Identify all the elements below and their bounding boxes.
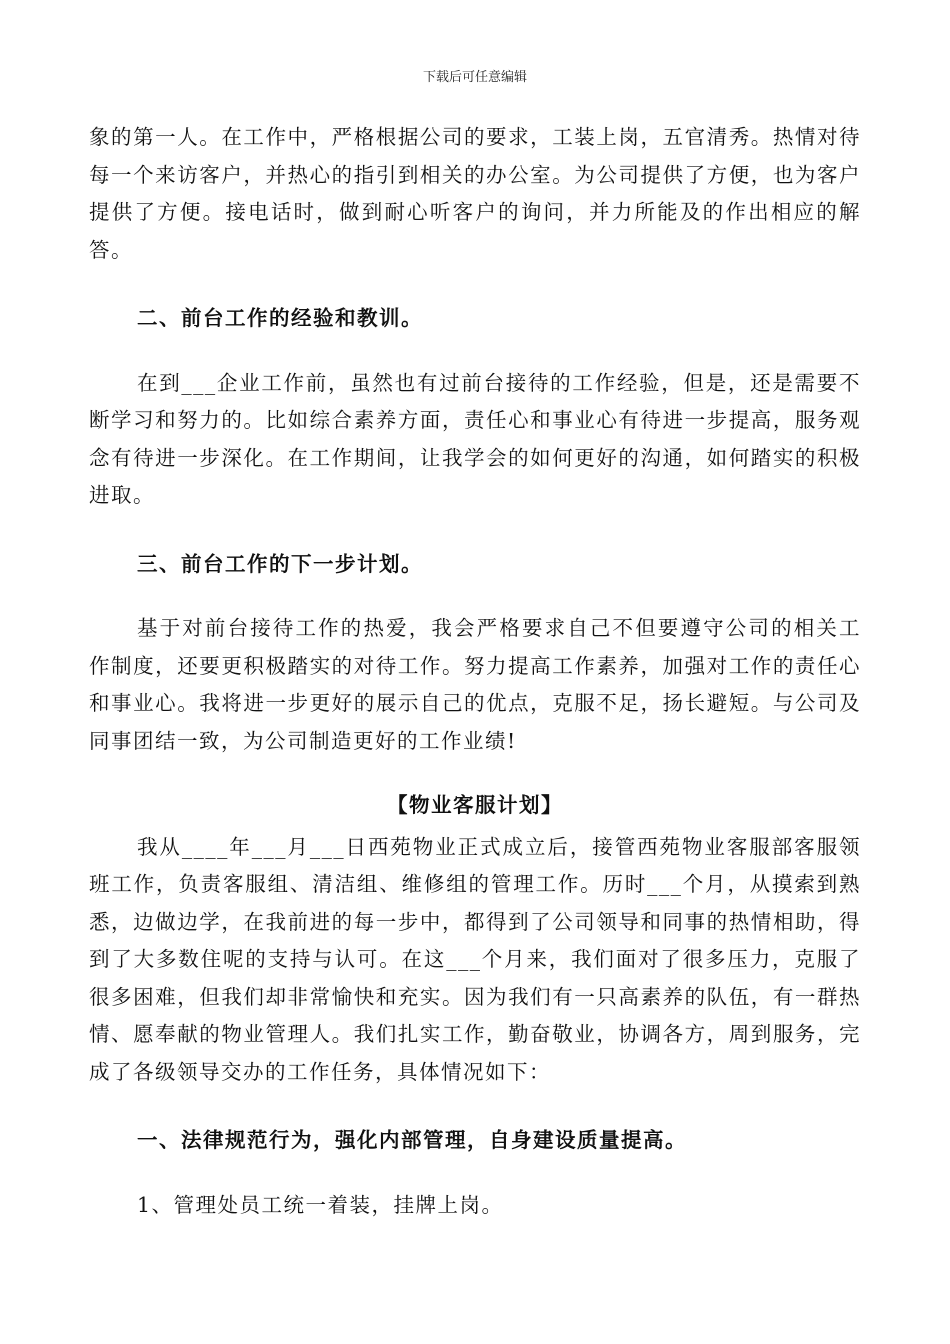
- paragraph-next-plan: 基于对前台接待工作的热爱，我会严格要求自己不但要遵守公司的相关工作制度，还要更积极踏实的对待工作。努力提高工作素养，加强对工作的责任心和事业心。我将进一步更好的展示自己的优点，克服不足，扬长避短。与公司及同事团结一致，为公司制造更好的工作业绩!: [89, 616, 861, 753]
- paragraph-experience: 在到___企业工作前，虽然也有过前台接待的工作经验，但是，还是需要不断学习和努力的。比如综合素养方面，责任心和事业心有待进一步提高，服务观念有待进一步深化。在工作期间，让我学会的如何更好的沟通，如何踏实的积极进取。: [89, 370, 861, 507]
- section-title-property-service-plan: 【物业客服计划】: [387, 793, 563, 817]
- document-body: [89, 119, 861, 1224]
- page-header: 下载后可任意编辑: [422, 70, 527, 85]
- paragraph-property-service-intro: 我从____年___月___日西苑物业正式成立后，接管西苑物业客服部客服领班工作，负责客服组、清洁组、维修组的管理工作。历时___个月，从摸索到熟悉，边做边学，在我前进的每一步中，都得到了公司领导和同事的热情相助，得到了大多数住呢的支持与认可。在这___个月来，我们面对了很多压力，克服了很多困难，但我们却非常愉快和充实。因为我们有一只高素养的队伍，有一群热情、愿奉献的物业管理人。我们扎实工作，勤奋敬业，协调各方，周到服务，完成了各级领导交办的工作任务，具体情况如下：: [89, 834, 861, 1084]
- heading-experience-lessons: 二、前台工作的经验和教训。: [137, 306, 423, 330]
- heading-internal-management: 一、法律规范行为，强化内部管理，自身建设质量提高。: [137, 1128, 687, 1152]
- heading-next-plan: 三、前台工作的下一步计划。: [137, 551, 423, 576]
- paragraph-reception-duties: 象的第一人。在工作中，严格根据公司的要求，工装上岗，五官清秀。热情对待每一个来访客户，并热心的指引到相关的办公室。为公司提供了方便，也为客户提供了方便。接电话时，做到耐心听客户的询问，并力所能及的作出相应的解答。: [89, 125, 861, 262]
- list-item-uniform: 1、管理处员工统一着装，挂牌上岗。: [137, 1192, 504, 1217]
